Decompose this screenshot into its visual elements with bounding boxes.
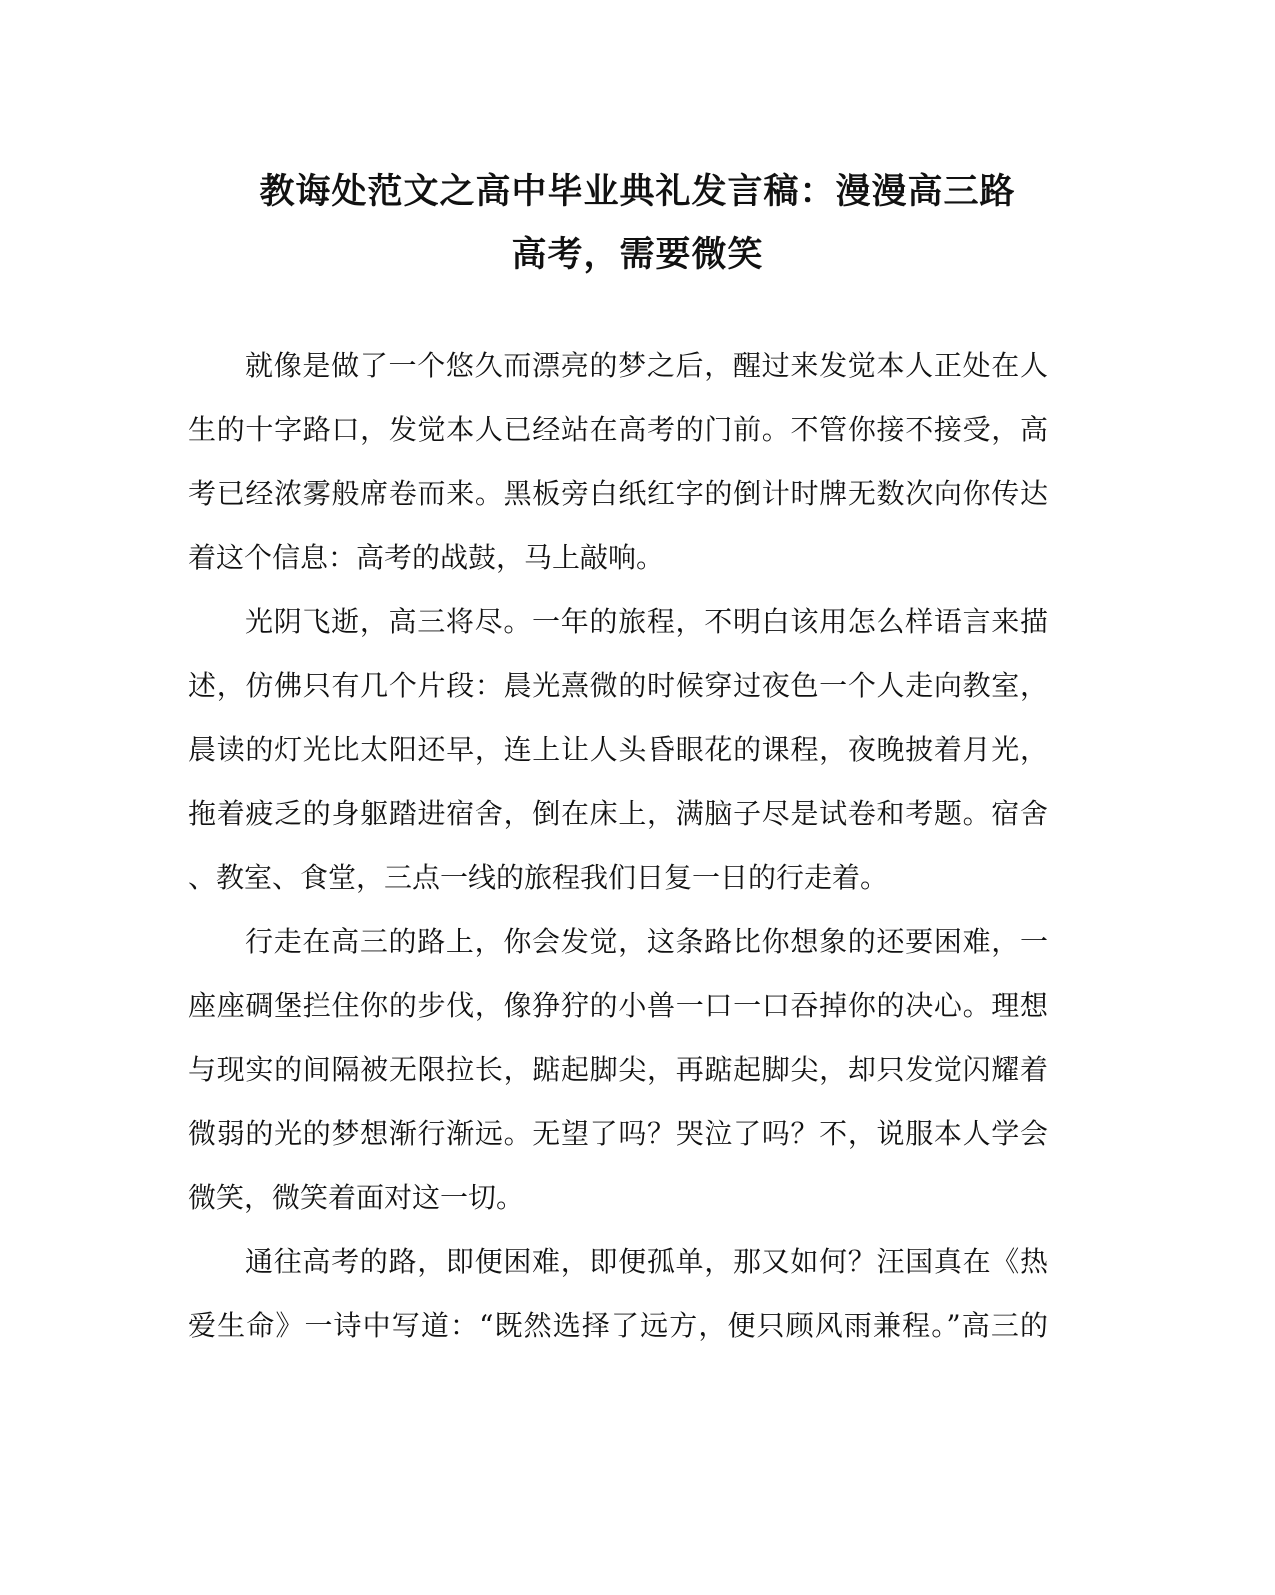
- document-title-line-1: 教诲处范文之高中毕业典礼发言稿：漫漫高三路: [259, 172, 1016, 212]
- paragraph-3-line-5: 微笑，微笑着面对这一切。: [188, 1181, 525, 1214]
- document-title-line-2: 高考，需要微笑: [511, 235, 764, 275]
- paragraph-2-line-5: 、教室、食堂，三点一线的旅程我们日复一日的行走着。: [188, 861, 889, 894]
- paragraph-1-line-4: 着这个信息：高考的战鼓，马上敲响。: [188, 541, 665, 574]
- paragraph-1-line-1: 就像是做了一个悠久而漂亮的梦之后，醒过来发觉本人正处在人: [245, 349, 1048, 382]
- paragraph-3-line-4: 微弱的光的梦想渐行渐远。无望了吗？哭泣了吗？不，说服本人学会: [188, 1117, 1048, 1150]
- paragraph-2-line-4: 拖着疲乏的身躯踏进宿舍，倒在床上，满脑子尽是试卷和考题。宿舍: [188, 797, 1048, 830]
- paragraph-2-line-1: 光阴飞逝，高三将尽。一年的旅程，不明白该用怎么样语言来描: [245, 605, 1048, 638]
- paragraph-2-line-2: 述，仿佛只有几个片段：晨光熹微的时候穿过夜色一个人走向教室，: [188, 669, 1048, 702]
- paragraph-1-line-2: 生的十字路口，发觉本人已经站在高考的门前。不管你接不接受，高: [188, 413, 1048, 446]
- paragraph-4-line-2: 爱生命》一诗中写道：“既然选择了远方，便只顾风雨兼程。”高三的: [188, 1309, 1048, 1342]
- paragraph-2-line-3: 晨读的灯光比太阳还早，连上让人头昏眼花的课程，夜晚披着月光，: [188, 733, 1048, 766]
- paragraph-3-line-3: 与现实的间隔被无限拉长，踮起脚尖，再踮起脚尖，却只发觉闪耀着: [188, 1053, 1048, 1086]
- paragraph-3-line-2: 座座碉堡拦住你的步伐，像狰狞的小兽一口一口吞掉你的决心。理想: [188, 989, 1048, 1022]
- paragraph-3-line-1: 行走在高三的路上，你会发觉，这条路比你想象的还要困难，一: [245, 925, 1048, 958]
- document-body: [188, 342, 1048, 1366]
- paragraph-1-line-3: 考已经浓雾般席卷而来。黑板旁白纸红字的倒计时牌无数次向你传达: [188, 477, 1048, 510]
- paragraph-4-line-1: 通往高考的路，即便困难，即便孤单，那又如何？汪国真在《热: [245, 1245, 1048, 1278]
